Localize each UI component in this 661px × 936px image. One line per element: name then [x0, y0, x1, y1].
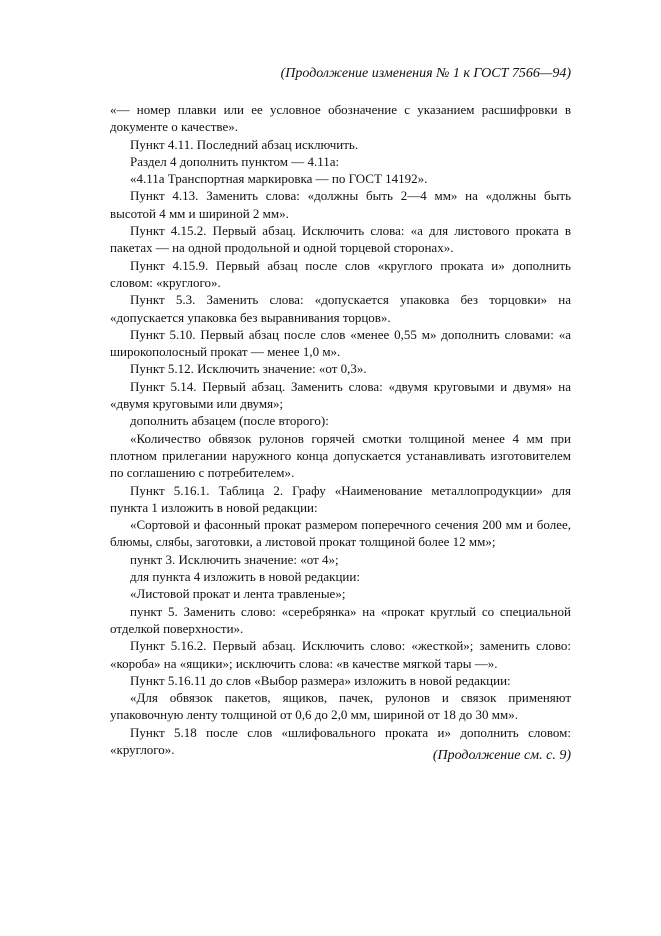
continuation-header: (Продолжение изменения № 1 к ГОСТ 7566—94)	[280, 66, 571, 81]
paragraph: Пункт 4.15.2. Первый абзац. Исключить слова: «а для листового проката в пакетах — на одной продольной и одной торцевой сторонах».	[110, 223, 571, 256]
paragraph: Пункт 5.16.1. Таблица 2. Графу «Наименование металлопродукции» для пункта 1 изложить в новой редакции:	[110, 482, 571, 515]
paragraph: Пункт 4.15.9. Первый абзац после слов «круглого проката и» дополнить словом: «круглого».	[110, 257, 571, 290]
paragraph: Пункт 4.13. Заменить слова: «должны быть 2—4 мм» на «должны быть высотой 4 мм и шириной 2 мм».	[110, 188, 571, 221]
paragraph: «— номер плавки или ее условное обозначение с указанием расшифровки в документе о качестве».	[110, 102, 571, 135]
paragraph: «Для обвязок пакетов, ящиков, пачек, рулонов и связок применяют упаковочную ленту толщиной от 0,6 до 2,0 мм, шириной от 18 до 30 мм».	[110, 690, 571, 723]
paragraph: дополнить абзацем (после второго):	[130, 413, 329, 429]
paragraph: Пункт 5.16.11 до слов «Выбор размера» изложить в новой редакции:	[130, 672, 511, 688]
paragraph: «Сортовой и фасонный прокат размером поперечного сечения 200 мм и более, блюмы, слябы, заготовки, а листовой прокат толщиной более 12 мм»;	[110, 517, 571, 550]
paragraph: Пункт 5.18 после слов «шлифовального проката и» дополнить словом: «круглого».	[110, 724, 571, 757]
paragraph: для пункта 4 изложить в новой редакции:	[130, 569, 360, 585]
paragraph: Пункт 5.12. Исключить значение: «от 0,3».	[130, 361, 367, 377]
continuation-footer: (Продолжение см. с. 9)	[432, 748, 571, 763]
paragraph: Раздел 4 дополнить пунктом — 4.11а:	[130, 153, 340, 169]
paragraph: пункт 3. Исключить значение: «от 4»;	[130, 551, 339, 567]
amendment-body	[110, 101, 571, 758]
paragraph: Пункт 5.10. Первый абзац после слов «менее 0,55 м» дополнить словами: «а широкополосный прокат — менее 1,0 м».	[110, 326, 571, 360]
paragraph: пункт 5. Заменить слово: «серебрянка» на «прокат круглый со специальной отделкой поверхности».	[110, 603, 571, 636]
paragraph: Пункт 4.11. Последний абзац исключить.	[130, 136, 359, 152]
paragraph: Пункт 5.14. Первый абзац. Заменить слова: «двумя круговыми и двумя» на «двумя круговыми или двумя»;	[110, 378, 571, 412]
paragraph: Пункт 5.16.2. Первый абзац. Исключить слово: «жесткой»; заменить слово: «короба» на «ящики»; исключить слова: «в качестве мягкой тары —».	[110, 638, 571, 671]
paragraph: «Количество обвязок рулонов горячей смотки толщиной менее 4 мм при плотном прилегании наружного конца допускается устанавливать изготовителем по соглашению с потребителем».	[110, 430, 571, 481]
paragraph: «4.11а Транспортная маркировка — по ГОСТ 14192».	[130, 171, 428, 187]
paragraph: Пункт 5.3. Заменить слова: «допускается упаковка без торцовки» на «допускается упаковка без выравнивания торцов».	[110, 292, 571, 325]
paragraph: «Листовой прокат и лента травленые»;	[130, 586, 346, 602]
